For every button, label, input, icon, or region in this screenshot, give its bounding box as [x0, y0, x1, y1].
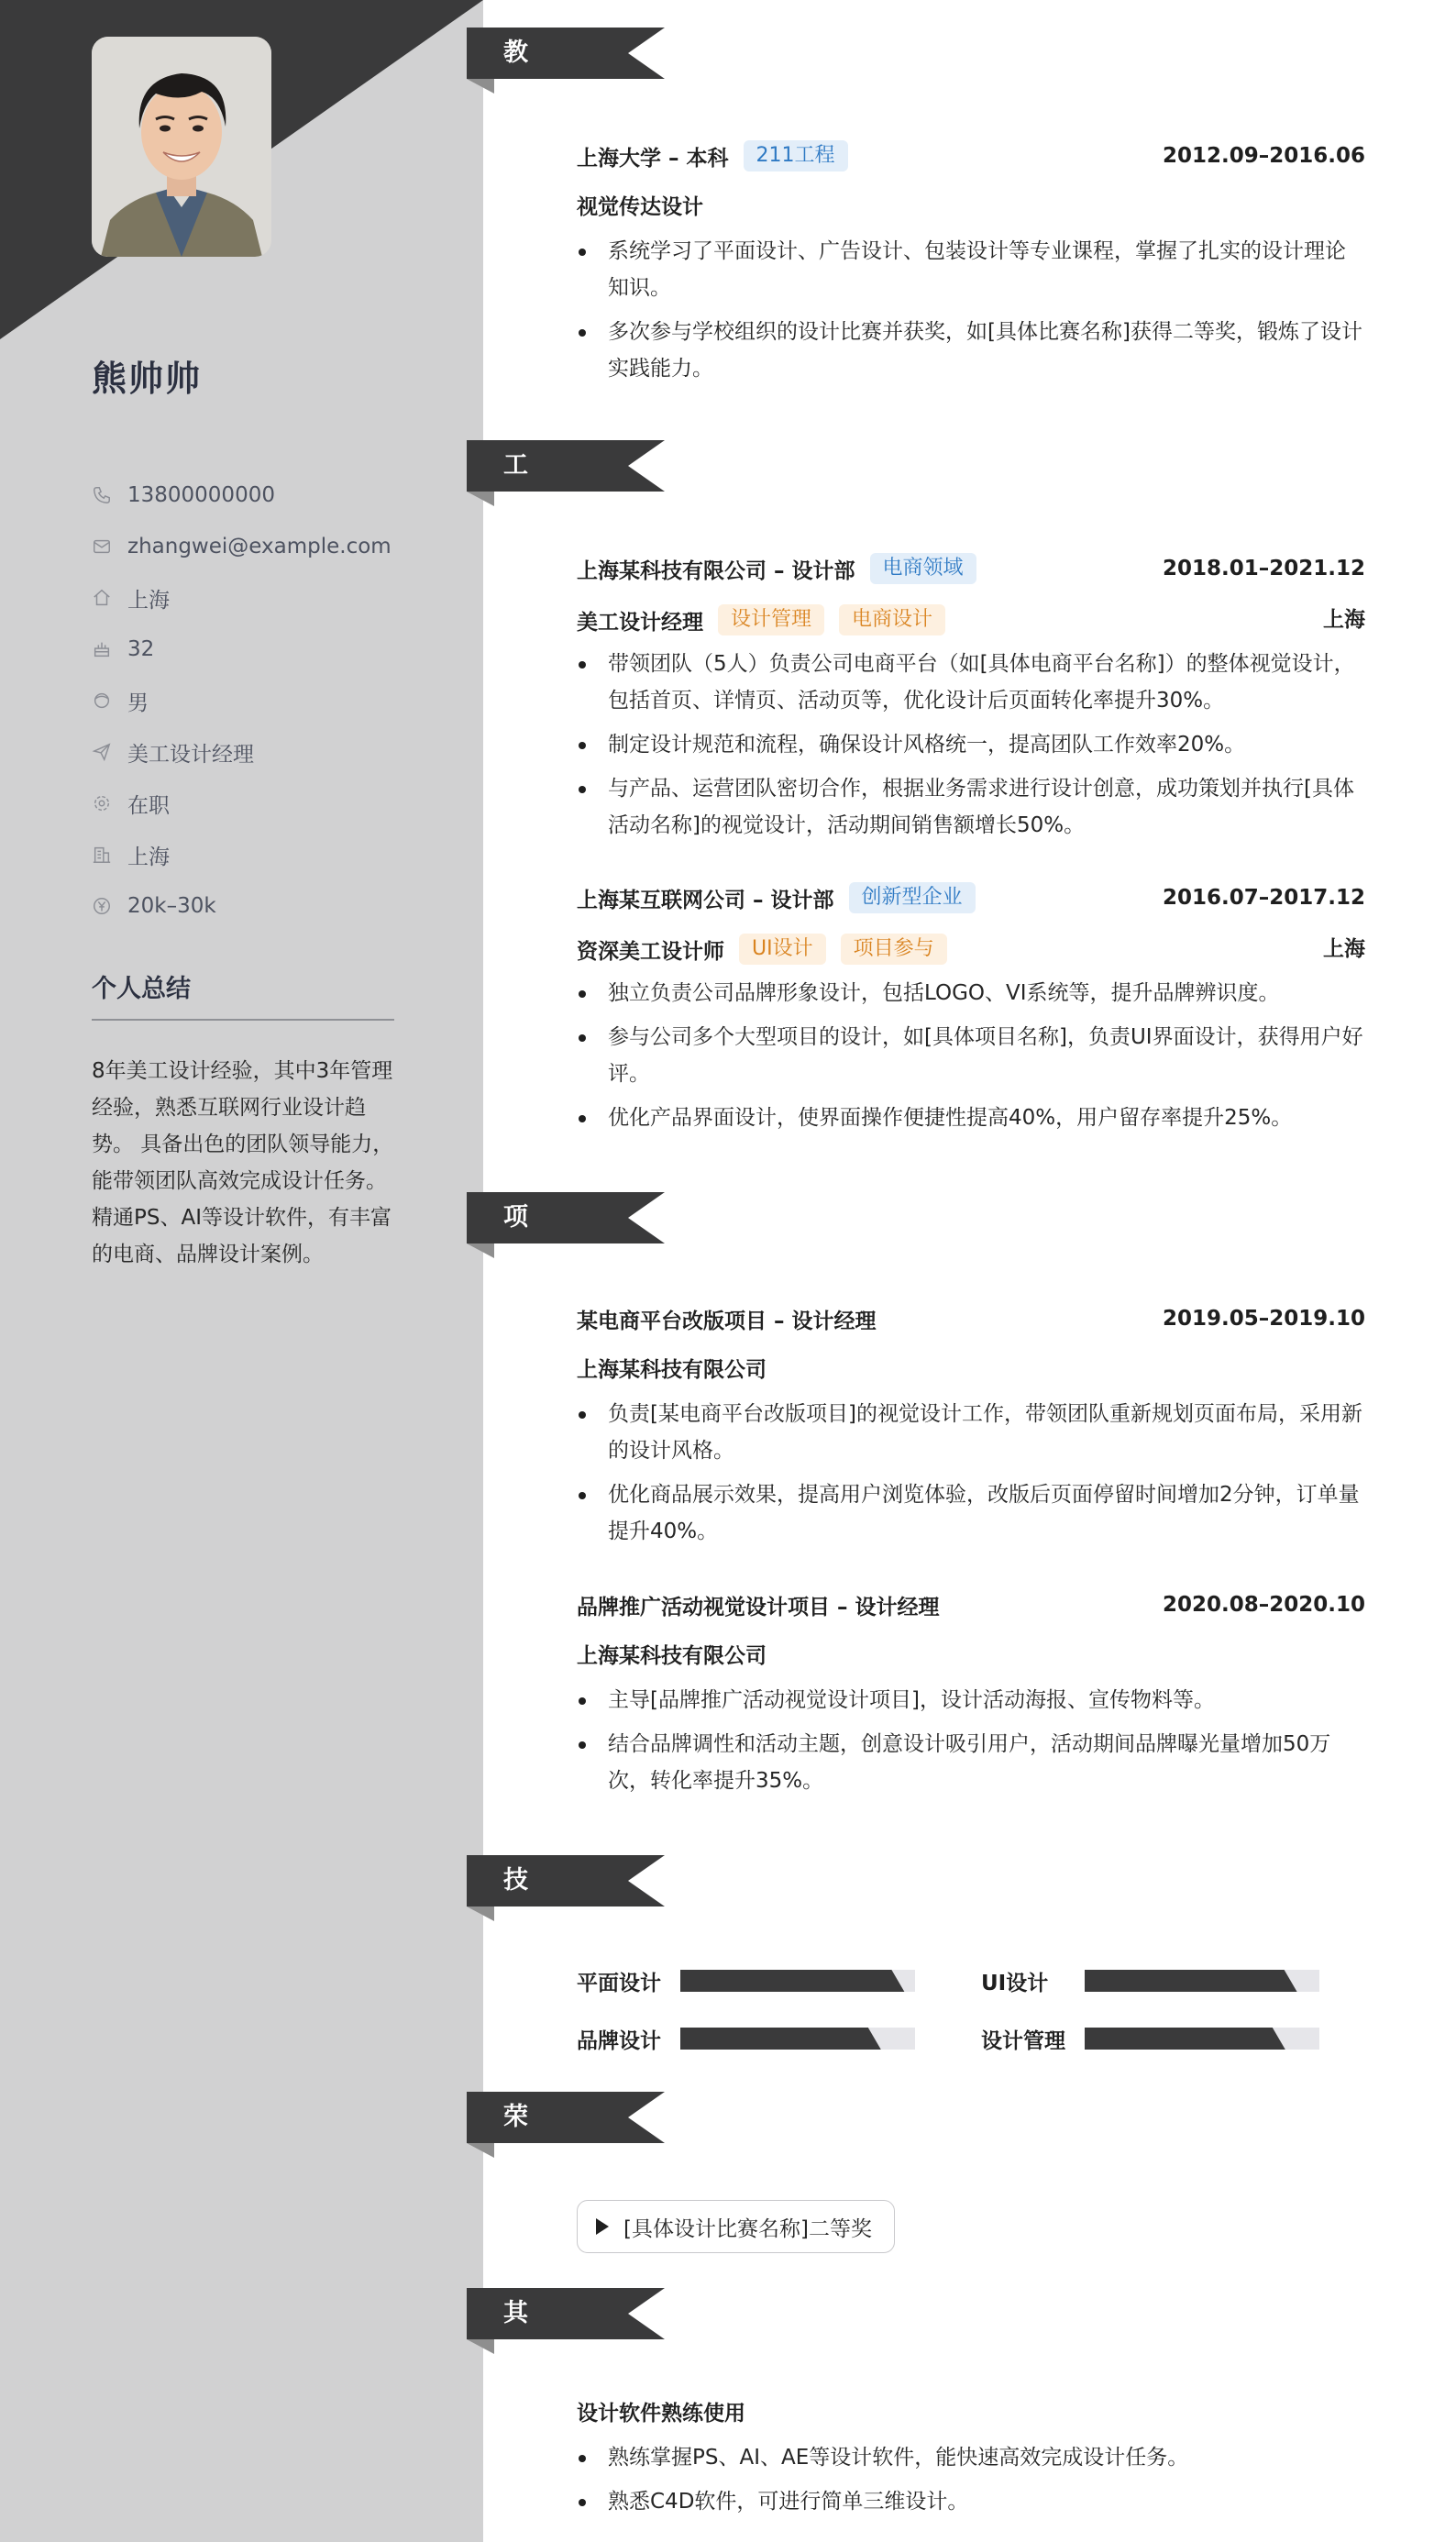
work-city: 上海	[1323, 608, 1365, 632]
contact-location	[92, 572, 403, 624]
contact-city	[92, 829, 403, 880]
work-role: 美工设计经理	[577, 610, 703, 635]
contact-salary	[92, 880, 403, 932]
project-date: 2019.05–2019.10	[1162, 1307, 1365, 1331]
contact-age-value: 32	[127, 637, 155, 661]
other-bullets	[577, 2439, 1365, 2520]
other-entry	[577, 2388, 1365, 2527]
skill-item	[981, 2020, 1319, 2057]
list-item: 参与公司多个大型项目的设计，如[具体项目名称]，负责UI界面设计，获得用户好评。	[577, 1019, 1365, 1092]
work-entry-2	[577, 872, 1365, 1144]
contact-position-value: 美工设计经理	[127, 742, 254, 767]
contact-phone	[92, 470, 403, 521]
play-icon	[596, 2218, 609, 2235]
list-item: 与产品、运营团队密切合作，根据业务需求进行设计创意，成功策划并执行[具体活动名称]的视觉设计，活动期间销售额增长50%。	[577, 770, 1365, 844]
mail-icon	[92, 536, 112, 557]
skill-bar	[1085, 1970, 1319, 1992]
work-company-tag: 创新型企业	[849, 882, 976, 913]
summary-title: 个人总结	[92, 968, 394, 1021]
list-item: 带领团队（5人）负责公司电商平台（如[具体电商平台名称]）的整体视觉设计，包括首页、详情页、活动页等，优化设计后页面转化率提升30%。	[577, 646, 1365, 719]
list-item: 熟悉C4D软件，可进行简单三维设计。	[577, 2483, 1365, 2520]
education-date: 2012.09–2016.06	[1162, 144, 1365, 168]
skill-item	[577, 1962, 915, 1999]
work-role: 资深美工设计师	[577, 939, 724, 964]
gear-icon	[92, 793, 112, 813]
contact-gender	[92, 675, 403, 726]
project-bullets	[577, 1396, 1365, 1550]
skill-bar	[680, 1970, 915, 1992]
contact-city-value: 上海	[127, 845, 170, 869]
list-item: 熟练掌握PS、AI、AE等设计软件，能快速高效完成设计任务。	[577, 2439, 1365, 2476]
skill-bar-fill	[680, 1970, 904, 1992]
work-role-tag: 项目参与	[841, 934, 947, 965]
contact-position	[92, 726, 403, 778]
school-name: 上海大学 – 本科	[577, 146, 729, 171]
skill-label: UI设计	[981, 1971, 1049, 1995]
contact-status-value: 在职	[127, 793, 170, 818]
contact-age	[92, 624, 403, 675]
education-major: 视觉传达设计	[577, 195, 703, 219]
skill-item	[577, 2020, 915, 2057]
education-entry	[577, 130, 1365, 394]
project-date: 2020.08–2020.10	[1162, 1593, 1365, 1617]
project-title: 品牌推广活动视觉设计项目 – 设计经理	[577, 1595, 940, 1619]
school-tag: 211工程	[744, 140, 848, 171]
list-item: 负责[某电商平台改版项目]的视觉设计工作，带领团队重新规划页面布局，采用新的设计风格。	[577, 1396, 1365, 1469]
sidebar	[0, 0, 483, 2542]
skill-bar	[1085, 2028, 1319, 2050]
skill-bar-fill	[1085, 2028, 1285, 2050]
skill-label: 设计管理	[981, 2028, 1065, 2053]
contact-email	[92, 521, 403, 572]
summary-text: 8年美工设计经验，其中3年管理经验，熟悉互联网行业设计趋势。 具备出色的团队领导能力，能带领团队高效完成设计任务。 精通PS、AI等设计软件，有丰富的电商、品牌设计案例。	[92, 1059, 394, 1266]
project-company: 上海某科技有限公司	[577, 1358, 767, 1382]
list-item: 优化产品界面设计，使界面操作便捷性提高40%，用户留存率提升25%。	[577, 1100, 1365, 1136]
work-role-tag: 电商设计	[839, 604, 945, 636]
send-icon	[92, 742, 112, 762]
work-role-tag: 设计管理	[718, 604, 824, 636]
avatar	[92, 37, 271, 257]
contact-phone-value: 13800000000	[127, 483, 275, 507]
candidate-name: 熊帅帅	[92, 359, 203, 399]
contact-salary-value: 20k–30k	[127, 894, 216, 918]
work-date: 2018.01–2021.12	[1162, 557, 1365, 580]
other-title: 设计软件熟练使用	[577, 2402, 745, 2426]
skill-bar	[680, 2028, 915, 2050]
skill-label: 品牌设计	[577, 2028, 661, 2053]
list-item: 结合品牌调性和活动主题，创意设计吸引用户，活动期间品牌曝光量增加50万次，转化率提升35%。	[577, 1726, 1365, 1799]
list-item: 独立负责公司品牌形象设计，包括LOGO、VI系统等，提升品牌辨识度。	[577, 975, 1365, 1011]
contact-status	[92, 778, 403, 829]
work-role-tag: UI设计	[739, 934, 826, 965]
currency-icon	[92, 896, 112, 916]
building-icon	[92, 845, 112, 865]
work-entry-1	[577, 543, 1365, 851]
project-entry-1	[577, 1293, 1365, 1557]
award-label: [具体设计比赛名称]二等奖	[623, 2216, 872, 2241]
work-company: 上海某科技有限公司 – 设计部	[577, 558, 855, 583]
work-company-tag: 电商领域	[870, 553, 976, 584]
project-entry-2	[577, 1579, 1365, 1807]
work-city: 上海	[1323, 937, 1365, 961]
skill-bar-fill	[680, 2028, 881, 2050]
contact-email-value: zhangwei@example.com	[127, 535, 392, 558]
phone-icon	[92, 485, 112, 505]
work-date: 2016.07–2017.12	[1162, 886, 1365, 910]
contact-gender-value: 男	[127, 691, 149, 715]
list-item: 系统学习了平面设计、广告设计、包装设计等专业课程，掌握了扎实的设计理论知识。	[577, 233, 1365, 306]
cake-icon	[92, 639, 112, 659]
work-bullets	[577, 646, 1365, 844]
work-bullets	[577, 975, 1365, 1136]
work-company: 上海某互联网公司 – 设计部	[577, 888, 834, 912]
education-bullets	[577, 233, 1365, 387]
skill-bar-fill	[1085, 1970, 1297, 1992]
list-item: 制定设计规范和流程，确保设计风格统一，提高团队工作效率20%。	[577, 726, 1365, 763]
project-bullets	[577, 1682, 1365, 1799]
list-item: 优化商品展示效果，提高用户浏览体验，改版后页面停留时间增加2分钟，订单量提升40%。	[577, 1476, 1365, 1550]
project-title: 某电商平台改版项目 – 设计经理	[577, 1309, 877, 1333]
contact-list	[92, 470, 403, 932]
project-company: 上海某科技有限公司	[577, 1644, 767, 1668]
gender-icon	[92, 691, 112, 711]
skill-item	[981, 1962, 1319, 1999]
award-item[interactable]	[577, 2200, 895, 2253]
list-item: 多次参与学校组织的设计比赛并获奖，如[具体比赛名称]获得二等奖，锻炼了设计实践能力。	[577, 314, 1365, 387]
skill-label: 平面设计	[577, 1971, 661, 1995]
contact-location-value: 上海	[127, 588, 170, 613]
home-icon	[92, 588, 112, 608]
list-item: 主导[品牌推广活动视觉设计项目]，设计活动海报、宣传物料等。	[577, 1682, 1365, 1719]
